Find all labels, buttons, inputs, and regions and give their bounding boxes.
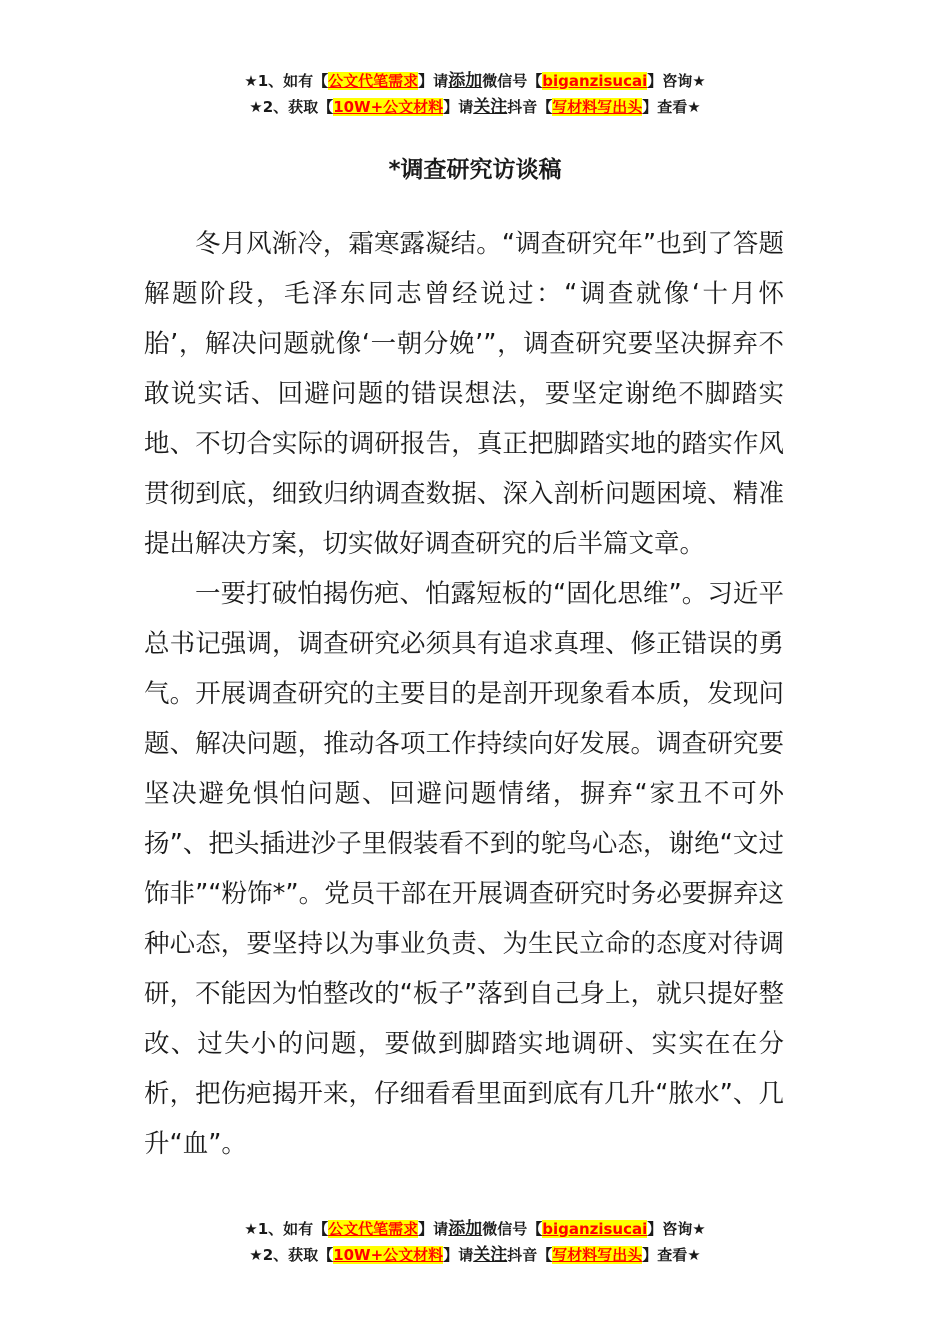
document-title: *调查研究访谈稿 bbox=[388, 157, 562, 183]
promo-keyword: 添加 bbox=[448, 71, 483, 91]
promo-line-1 bbox=[0, 68, 950, 94]
promo-text: 】咨询★ bbox=[647, 1220, 706, 1238]
promo-text: 】请 bbox=[443, 98, 474, 116]
header-promo-banner bbox=[0, 68, 950, 120]
document-body bbox=[144, 219, 784, 1169]
promo-highlight-service: 公文代笔需求 bbox=[328, 72, 419, 90]
promo-text: 抖音【 bbox=[507, 1246, 553, 1264]
promo-highlight-douyin: 写材料写出头 bbox=[552, 1246, 643, 1264]
promo-text: 】请 bbox=[443, 1246, 474, 1264]
promo-line-2 bbox=[0, 1242, 950, 1268]
promo-line-1 bbox=[0, 1216, 950, 1242]
footer-promo-banner bbox=[0, 1216, 950, 1268]
promo-text: ★1、如有【 bbox=[244, 72, 329, 90]
promo-text: 】咨询★ bbox=[647, 72, 706, 90]
promo-text: 】查看★ bbox=[642, 1246, 701, 1264]
promo-text: 】查看★ bbox=[642, 98, 701, 116]
promo-keyword: 关注 bbox=[473, 97, 508, 117]
promo-text: ★1、如有【 bbox=[244, 1220, 329, 1238]
promo-highlight-wechat-id: biganzisucai bbox=[542, 72, 648, 90]
promo-highlight-wechat-id: biganzisucai bbox=[542, 1220, 648, 1238]
paragraph-point-1: 一要打破怕揭伤疤、怕露短板的“固化思维”。习近平总书记强调，调查研究必须具有追求真理、修正错误的勇气。开展调查研究的主要目的是剖开现象看本质，发现问题、解决问题，推动各项工作持续向好发展。调查研究要坚决避免惧怕问题、回避问题情绪，摒弃“家丑不可外扬”、把头插进沙子里假装看不到的鸵鸟心态，谢绝“文过饰非”“粉饰*”。党员干部在开展调查研究时务必要摒弃这种心态，要坚持以为事业负责、为生民立命的态度对待调研，不能因为怕整改的“板子”落到自己身上，就只提好整改、过失小的问题，要做到脚踏实地调研、实实在在分析，把伤疤揭开来，仔细看看里面到底有几升“脓水”、几升“血”。 bbox=[144, 579, 784, 1159]
promo-text: 】请 bbox=[418, 1220, 449, 1238]
promo-keyword: 关注 bbox=[473, 1245, 508, 1265]
promo-line-2 bbox=[0, 94, 950, 120]
promo-text: ★2、获取【 bbox=[249, 1246, 334, 1264]
promo-text: 微信号【 bbox=[482, 72, 543, 90]
promo-highlight-douyin: 写材料写出头 bbox=[552, 98, 643, 116]
paragraph-intro: 冬月风渐冷，霜寒露凝结。“调查研究年”也到了答题解题阶段，毛泽东同志曾经说过：“调查就像‘十月怀胎’，解决问题就像‘一朝分娩’”，调查研究要坚决摒弃不敢说实话、回避问题的错误想法，要坚定谢绝不脚踏实地、不切合实际的调研报告，真正把脚踏实地的踏实作风贯彻到底，细致归纳调查数据、深入剖析问题困境、精准提出解决方案，切实做好调查研究的后半篇文章。 bbox=[144, 229, 784, 559]
promo-text: 抖音【 bbox=[507, 98, 553, 116]
promo-highlight-materials: 10W+公文材料 bbox=[333, 1246, 444, 1264]
promo-highlight-materials: 10W+公文材料 bbox=[333, 98, 444, 116]
promo-text: ★2、获取【 bbox=[249, 98, 334, 116]
promo-text: 】请 bbox=[418, 72, 449, 90]
promo-highlight-service: 公文代笔需求 bbox=[328, 1220, 419, 1238]
promo-text: 微信号【 bbox=[482, 1220, 543, 1238]
promo-keyword: 添加 bbox=[448, 1219, 483, 1239]
